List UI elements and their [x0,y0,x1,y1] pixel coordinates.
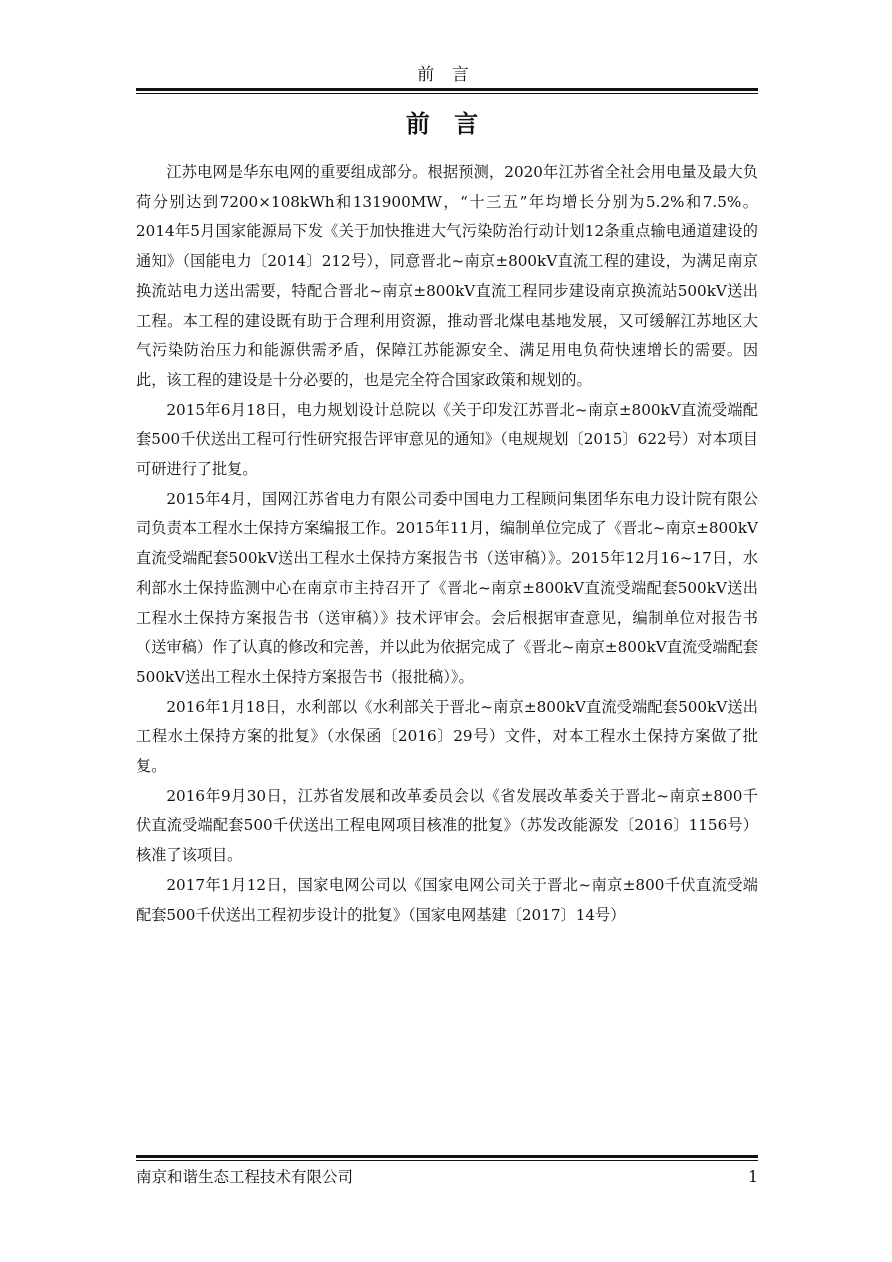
header-rule-thick [136,88,758,91]
paragraph-plan-preparation: 2015年4月，国网江苏省电力有限公司委中国电力工程顾问集团华东电力设计院有限公司负责本工程水土保持方案编报工作。2015年11月，编制单位完成了《晋北~南京±800kV直流受端配套500kV送出工程水土保持方案报告书（送审稿）》。2015年12月16~17日，水利部水土保持监测中心在南京市主持召开了《晋北~南京±800kV直流受端配套500kV送出工程水土保持方案报告书（送审稿）》技术评审会。会后根据审查意见，编制单位对报告书（送审稿）作了认真的修改和完善，并以此为依据完成了《晋北~南京±800kV直流受端配套500kV送出工程水土保持方案报告书（报批稿）》。 [136,489,758,686]
running-header-title: 前 言 [417,65,475,85]
footer-rule-thick [136,1155,758,1158]
paragraph-feasibility-approval: 2015年6月18日，电力规划设计总院以《关于印发江苏晋北~南京±800kV直流受端配套500千伏送出工程可行性研究报告评审意见的通知》（电规规划〔2015〕622号）对本项目可研进行了批复。 [136,400,758,479]
paragraph-project-approval: 2016年9月30日，江苏省发展和改革委员会以《省发展改革委关于晋北~南京±800千伏直流受端配套500千伏送出工程电网项目核准的批复》（苏发改能源发〔2016〕1156号）核准了该项目。 [136,786,758,865]
page-number: 1 [748,1168,758,1186]
header-rule-thin [136,93,758,94]
paragraph-design-approval: 2017年1月12日，国家电网公司以《国家电网公司关于晋北~南京±800千伏直流受端配套500千伏送出工程初步设计的批复》（国家电网基建〔2017〕14号） [136,875,758,924]
page-title: 前 言 [405,109,487,138]
footer-rule-thin [136,1160,758,1161]
document-body [136,158,758,930]
footer-company: 南京和谐生态工程技术有限公司 [136,1168,354,1186]
paragraph-background: 江苏电网是华东电网的重要组成部分。根据预测，2020年江苏省全社会用电量及最大负荷分别达到7200×108kWh和131900MW，“十三五”年均增长分别为5.2%和7.5%。2014年5月国家能源局下发《关于加快推进大气污染防治行动计划12条重点输电通道建设的通知》（国能电力〔2014〕212号），同意晋北~南京±800kV直流工程的建设，为满足南京换流站电力送出需要，特配合晋北~南京±800kV直流工程同步建设南京换流站500kV送出工程。本工程的建设既有助于合理利用资源，推动晋北煤电基地发展，又可缓解江苏地区大气污染防治压力和能源供需矛盾，保障江苏能源安全、满足用电负荷快速增长的需要。因此，该工程的建设是十分必要的，也是完全符合国家政策和规划的。 [136,163,758,389]
paragraph-plan-approval: 2016年1月18日，水利部以《水利部关于晋北~南京±800kV直流受端配套500kV送出工程水土保持方案的批复》（水保函〔2016〕29号）文件，对本工程水土保持方案做了批复。 [136,697,758,776]
